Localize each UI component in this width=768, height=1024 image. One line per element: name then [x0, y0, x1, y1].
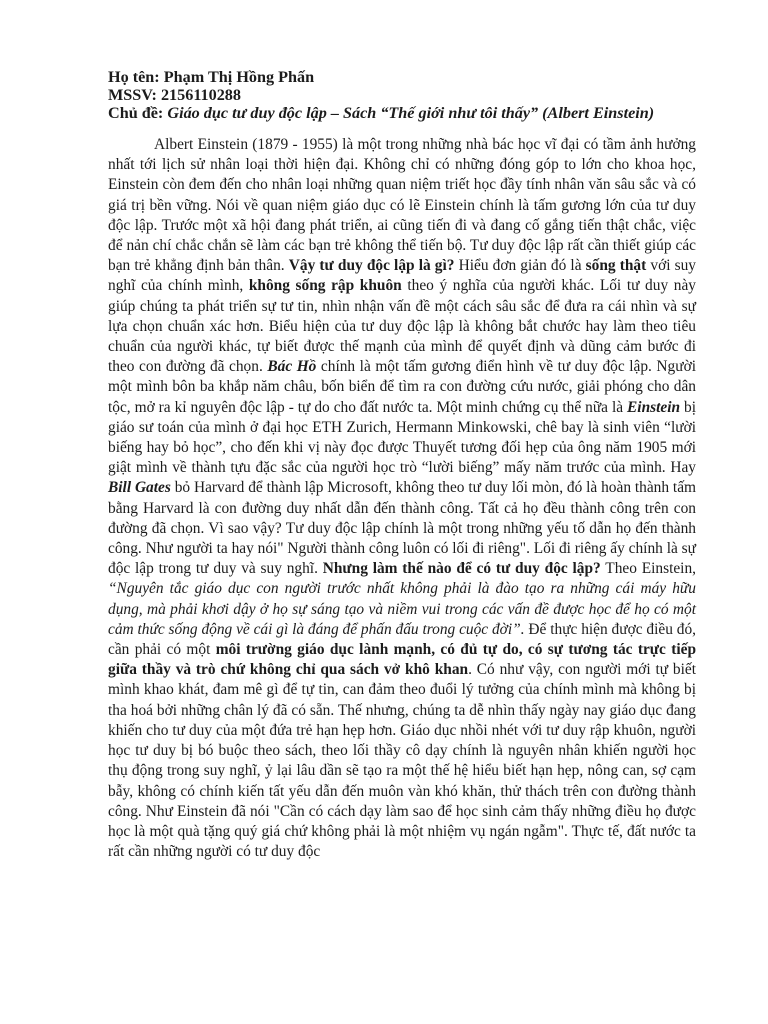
student-id-line — [108, 86, 696, 104]
text-run-normal: . Có như vậy, con người mới tự biết mình khao khát, đam mê gì để tự tin, can đảm theo đuổi lý tưởng của chính mình mà không bị tha hoá bởi những chân lý đã có sẵn. Thế nhưng, chúng ta dễ nhìn thấy ngày nay giáo dục đang khiến cho tư duy của một đứa trẻ hạn hẹp hơn. Giáo dục nhồi nhét với tư duy rập khuôn, người học tư duy bị bó buộc theo sách, theo lối thầy cô dạy chính là nguyên nhân khiến người học thụ động trong suy nghĩ, ỷ lại lâu dần sẽ tạo ra một thế hệ hiểu biết hạn hẹp, nông can, sợ cạm bẫy, không có chính kiến tất yếu dẫn đến muôn vàn khó khăn, thử thách trên con đường thành công. Như Einstein đã nói "Cần có cách dạy làm sao để học sinh cảm thấy những điều họ được học là một quà tặng quý giá chứ không phải là một nhiệm vụ ngán ngẫm". Thực tế, đất nước ta rất cần những người có tư duy độc — [108, 661, 696, 861]
text-run-normal: Theo Einstein, — [600, 560, 696, 578]
author-name-line — [108, 68, 696, 86]
text-run-bold-italic: Einstein — [627, 398, 681, 416]
text-run-normal: Hiểu đơn giản đó là — [454, 257, 586, 275]
text-run-italic: “Nguyên tắc giáo dục con người trước nhất không phải là đào tạo ra những cái máy hữu dụng, mà phải khơi dậy ở họ sự sáng tạo và niềm vui trong các vấn đề được học để họ có một cảm thức sống động về cái gì là đáng để phấn đấu trong cuộc đời”. — [108, 580, 696, 638]
text-run-bold-italic: Bác Hồ — [267, 358, 317, 376]
text-run-bold: không sống rập khuôn — [248, 277, 402, 295]
text-run-normal: với suy nghĩ của chính mình, — [108, 257, 696, 295]
essay-paragraph — [108, 136, 696, 860]
essay-body — [108, 135, 696, 862]
text-run-normal: bỏ Harvard để thành lập Microsoft, không theo tư duy lối mòn, đó là hoàn thành tấm bằng Harvard là con đường duy nhất dẫn đến thành công. Tất cả họ đều thành công trên con đường đã chọn. Vì sao vậy? Tư duy độc lập chính là một trong những yếu tố dẫn họ đến thành công. Như người ta hay nói" Người thành công luôn có lối đi riêng". Lối đi riêng ấy chính là sự độc lập trong tư duy và suy nghĩ. — [108, 479, 696, 578]
text-run-bold: sống thật — [585, 257, 647, 275]
name-label: Họ tên: — [108, 68, 160, 86]
text-run-normal: Để thực hiện được điều đó, cần phải có một — [108, 620, 696, 659]
topic-label: Chủ đề: — [108, 104, 164, 122]
text-run-normal: Albert Einstein (1879 - 1955) là một trong những nhà bác học vĩ đại có tầm ảnh hưởng nhất tới lịch sử nhân loại thời hiện đại. Không chỉ có những đóng góp to lớn cho khoa học, Einstein còn đem đến cho nhân loại những quan niệm triết học đầy tính nhân văn sâu sắc và có giá trị bền vững. Nói về quan niệm giáo dục có lẽ Einstein chính là tấm gương lớn của tư duy độc lập. Trước một xã hội đang phát triển, ai cũng tiến đi và đang cố gắng tiến thật chắc, việc để nản chí chắc chắn sẽ làm các bạn trẻ không thể tiến bộ. Tư duy độc lập rất cần thiết giúp các bạn trẻ khẳng định bản thân. — [108, 136, 696, 275]
author-name: Phạm Thị Hồng Phấn — [163, 68, 315, 86]
text-run-bold-italic: Bill Gates — [108, 479, 171, 497]
text-run-bold: Vậy tư duy độc lập là gì? — [288, 257, 455, 275]
document-header — [108, 68, 696, 122]
student-id: 2156110288 — [160, 86, 241, 104]
document-page — [108, 68, 696, 862]
student-id-label: MSSV: — [108, 86, 157, 104]
text-run-normal: bị giáo sư toán của mình ở đại học ETH Zurich, Hermann Minkowski, chê bay là sinh viên “lười biếng hay bỏ học”, cho đến khi vị này đọc được Thuyết tương đối hẹp của ông năm 1905 mới giật mình về thành tựu đặc sắc của người học trò “lười biếng” mấy năm trước của mình. Hay — [108, 398, 697, 477]
text-run-bold: Nhưng làm thế nào để có tư duy độc lập? — [322, 560, 601, 578]
text-run-normal: theo ý nghĩa của người khác. Lối tư duy này giúp chúng ta phát triển sự tư tin, nhìn nhận vấn đề một cách sâu sắc để đưa ra cái nhìn và sự lựa chọn chuẩn xác hơn. Biểu hiện của tư duy độc lập là không bắt chước hay làm theo tiêu chuẩn của người khác, tự biết được thế mạnh của mình để quyết định và dũng cảm bước đi theo con đường đã chọn. — [108, 277, 696, 376]
topic-line — [108, 104, 696, 122]
topic-title: Giáo dục tư duy độc lập – Sách “Thế giới như tôi thấy” (Albert Einstein) — [167, 104, 655, 122]
text-run-bold: môi trường giáo dục lành mạnh, có đủ tự do, có sự tương tác trực tiếp giữa thầy và trò chứ không chỉ qua sách vở khô khan — [108, 641, 697, 679]
text-run-normal: chính là một tấm gương điển hình về tư duy độc lập. Người một mình bôn ba khắp năm châu, bốn biển để tìm ra con đường cứu nước, giải phóng cho dân tộc, mở ra kỉ nguyên độc lập - tự do cho đất nước ta. Một minh chứng cụ thể nữa là — [108, 358, 696, 416]
